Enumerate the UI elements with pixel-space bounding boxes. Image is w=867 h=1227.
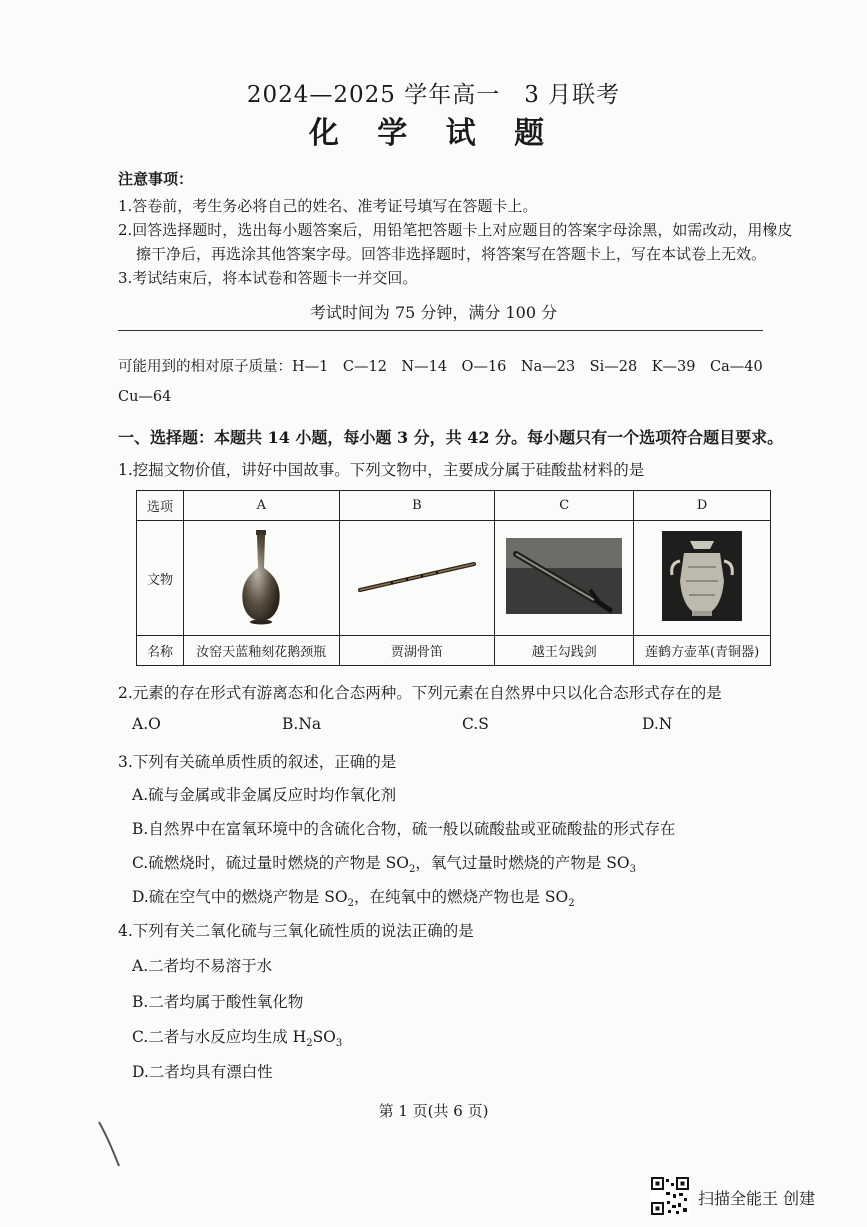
q4-option-b: B.二者均属于酸性氧化物 — [132, 993, 304, 1011]
q3-option-c — [132, 851, 636, 875]
row-label-option: 选项 — [137, 491, 184, 521]
notice-line-1: 1.答卷前，考生务必将自己的姓名、准考证号填写在答题卡上。 — [118, 197, 538, 215]
artifact-name-a: 汝窑天蓝釉刻花鹅颈瓶 — [184, 636, 340, 666]
q3-d-text-1: D.硫在空气中的燃烧产物是 SO — [132, 888, 348, 906]
q4-c-text-2: SO — [312, 1028, 336, 1046]
q2-option-a: A.O — [132, 715, 161, 733]
section-heading: 一、选择题：本题共 14 小题，每小题 3 分，共 42 分。每小题只有一个选项符合题目要求。 — [118, 428, 784, 447]
bronze-pot-icon — [662, 531, 742, 621]
q3-d-sub-1: 2 — [347, 898, 354, 910]
artifact-bronze-pot-image — [634, 521, 771, 636]
divider — [118, 330, 763, 331]
flute-icon — [352, 546, 482, 606]
artifact-table — [136, 490, 771, 666]
atomic-masses-line-2: Cu—64 — [118, 389, 172, 405]
atomic-masses-line-1: 可能用到的相对原子质量：H—1 C—12 N—14 O—16 Na—23 Si—28 K—39 Ca—40 — [118, 359, 763, 375]
q3-c-text-1: C.硫燃烧时，硫过量时燃烧的产物是 SO — [132, 854, 409, 872]
artifact-name-d: 莲鹤方壶革(青铜器) — [634, 636, 771, 666]
q3-option-d — [132, 885, 575, 909]
q2-option-d: D.N — [642, 715, 673, 733]
q3-c-sub-1: 2 — [409, 864, 416, 876]
notice-line-3: 擦干净后，再选涂其他答案字母。回答非选择题时，将答案写在答题卡上，写在本试卷上无效。 — [136, 245, 767, 263]
col-option-b: B — [339, 491, 495, 521]
row-label-artifact: 文物 — [137, 521, 184, 636]
question-2-stem: 2.元素的存在形式有游离态和化合态两种。下列元素在自然界中只以化合态形式存在的是 — [118, 684, 722, 702]
row-label-name: 名称 — [137, 636, 184, 666]
q4-c-sub-2: 3 — [335, 1038, 343, 1050]
exam-time: 考试时间为 75 分钟，满分 100 分 — [309, 303, 558, 322]
col-option-a: A — [184, 491, 340, 521]
q3-c-sub-2: 3 — [629, 864, 637, 876]
page-title: 化 学 试 题 — [308, 116, 559, 151]
artifact-sword-image — [495, 521, 634, 636]
q4-c-text-1: C.二者与水反应均生成 H — [132, 1028, 307, 1046]
qr-code-icon — [650, 1176, 690, 1216]
q4-option-a: A.二者均不易溶于水 — [132, 957, 273, 975]
q3-d-text-2: ，在纯氧中的燃烧产物也是 SO — [353, 888, 569, 906]
sword-icon — [506, 538, 622, 614]
scan-mark-icon — [95, 1120, 125, 1170]
artifact-vase-image — [184, 521, 340, 636]
watermark-text: 扫描全能王 创建 — [698, 1189, 816, 1208]
vase-icon — [231, 526, 291, 626]
artifact-name-c: 越王勾践剑 — [495, 636, 634, 666]
notice-line-4: 3.考试结束后，将本试卷和答题卡一并交回。 — [118, 269, 418, 287]
notice-heading: 注意事项： — [118, 170, 194, 188]
q3-d-sub-2: 2 — [568, 898, 575, 910]
q3-option-a: A.硫与金属或非金属反应时均作氧化剂 — [132, 786, 397, 804]
q3-c-text-2: ，氧气过量时燃烧的产物是 SO — [415, 854, 630, 872]
notice-line-2: 2.回答选择题时，选出每小题答案后，用铅笔把答题卡上对应题目的答案字母涂黑，如需改动，用橡皮 — [118, 221, 793, 239]
exam-header: 2024—2025 学年高一 3 月联考 — [246, 82, 621, 108]
q3-option-b: B.自然界中在富氧环境中的含硫化合物，硫一般以硫酸盐或亚硫酸盐的形式存在 — [132, 820, 676, 838]
question-4-stem: 4.下列有关二氧化硫与三氧化硫性质的说法正确的是 — [118, 922, 474, 940]
page-footer: 第 1 页(共 6 页) — [378, 1102, 489, 1120]
q4-c-sub-1: 2 — [306, 1038, 313, 1050]
artifact-bone-flute-image — [339, 521, 495, 636]
scanner-watermark — [650, 1176, 850, 1216]
question-3-stem: 3.下列有关硫单质性质的叙述，正确的是 — [118, 753, 397, 771]
question-1-stem: 1.挖掘文物价值，讲好中国故事。下列文物中，主要成分属于硅酸盐材料的是 — [118, 461, 645, 479]
q4-option-c — [132, 1025, 342, 1049]
col-option-c: C — [495, 491, 634, 521]
artifact-name-b: 贾湖骨笛 — [339, 636, 495, 666]
q2-option-b: B.Na — [282, 715, 322, 733]
col-option-d: D — [634, 491, 771, 521]
q2-option-c: C.S — [462, 715, 489, 733]
q4-option-d: D.二者均具有漂白性 — [132, 1063, 273, 1081]
